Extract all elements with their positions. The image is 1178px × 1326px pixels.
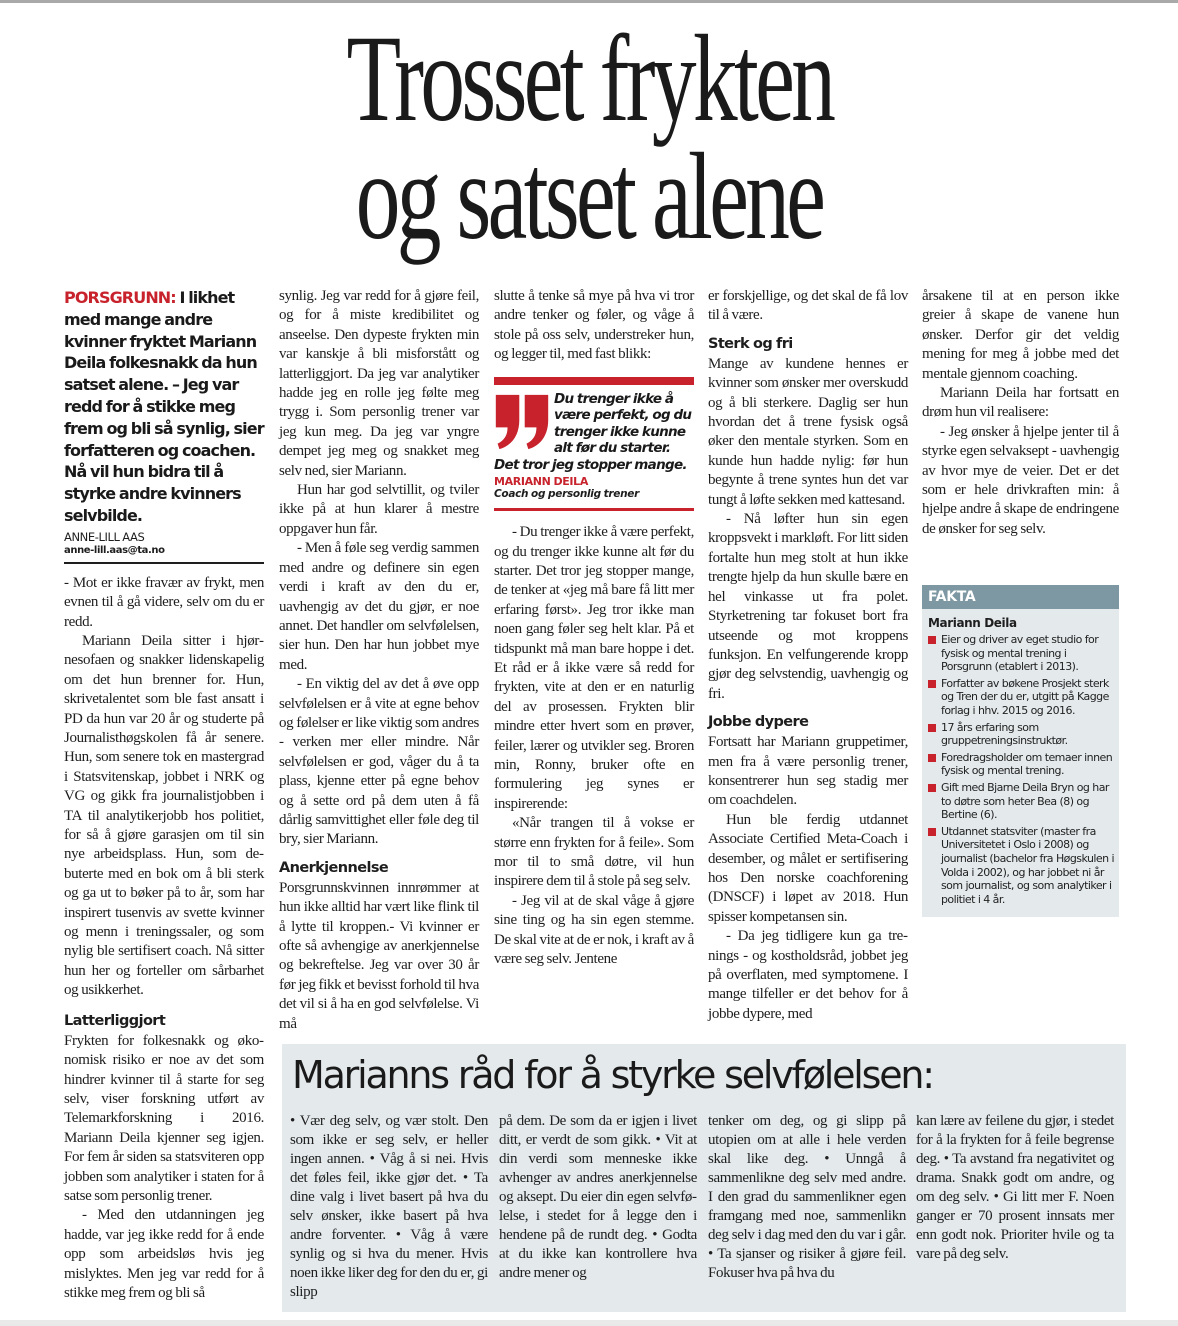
paragraph: årsakene til at en person ikke greier å skape de vanene hun ønsker. Derfor gir det veldig mening for meg å jobbe med det mentale gjennom coaching. [922,288,1119,382]
subhead-jobbe-dypere: Jobbe dypere [708,714,809,731]
byline [64,531,264,557]
fakta-name: Mariann Deila [928,616,1017,630]
ingress-text: I likhet med mange andre kvinner fryktet Mariann Deila folkesnakk da hun satset alene. – Jeg var redd for å stikke meg frem og bli så synlig, sier forfatteren og coachen. Nå vil hun bidra til å styrke andre kvinners selvbilde. [64,288,264,525]
fakta-label: FAKTA [922,585,1119,609]
paragraph: Fortsatt har Mariann gruppetimer, men fra å være personlig trener, konsentrerer hun seg stadig mer om coachdelen. [708,734,908,809]
headline [0,10,1178,265]
pull-quote [494,377,694,512]
top-rule [0,0,1178,3]
advice-column-4: kan lære av feilene du gjør, i stedet for å la frykten for å feile begrense deg. • Ta avstand fra negativitet og drama. Snakk godt om andre, og om deg selv. • Gi litt mer F. Noen ganger er 70 prosent innsats mer enn godt nok. Prioriter hvile og ta vare på deg selv. [916,1113,1114,1262]
paragraph: - Med den utdanningen jeg hadde, var jeg ikke redd for å ende opp som arbeidsløs hvis jeg mislyktes. Men jeg var redd for å stikke meg frem og bli så [64,1207,264,1301]
paragraph: - Men å føle seg verdig sammen med andre og definere sin egen verdi i kraft av den du er, uavhengig av det du gjør, er noe annet. Det handler om selvfølelsen, sier hun. Den har hun jobbet mye med. [279,540,479,673]
paragraph: Mariann Deila har fortsatt en drøm hun vil realisere: [922,385,1119,421]
advice-title: Marianns råd for å styrke selvfølelsen: [292,1053,933,1097]
fakta-item: Utdannet statsviter (master fra Universitetet i Oslo i 2008) og journalist (bachelor fra Høgskulen i Volda i 2002), og har jobbet ni år som journalist, og som analytiker i politiet i 4 år. [928,825,1114,907]
paragraph: Mange av kundene hennes er kvinner som ønsker mer overskudd og å bli sterkere. Daglig ser hun hvordan det å trene fysisk også øker den mentale styrken. Som en kunde hun hadde nylig: før hun begynte å trene syntes hun det var tungt å løfte sekken med kattesand. [708,355,908,508]
fakta-item: Foredragsholder om temaer innen fysisk og mental trening. [928,751,1114,778]
paragraph: Porsgrunnskvinnen innrømmer at hun ikke alltid har vært like flink til å lytte til kroppen.- Vi kvinner er ofte så avhengige av anerkjennelse og bekreftelse. Jeg var over 30 år før jeg fikk et bevisst forhold til hva det vil si å ha en god selvfølelse. Vi må [279,879,479,1032]
byline-name: ANNE-LILL AAS [64,529,145,544]
paragraph: Mariann Deila sitter i hjørnesofaen og snakker lidenskapelig om det hun brenner for. Hun, skrivetalentet som ble fast ansatt i PD da hun var 20 år og studerte på Journalisthøgskolen få år senere. Hun, som senere tok en mastergrad i Statsvitenskap, jobbet i NRK og VG og gikk fra journalistjobben i TA til analytikerjobb hos politiet, for så å gjøre garasjen om til sin nye arbeidsplass. Hun, som debuterte med en bok om å bli sterk og ga ut to bøker på to år, som har inspirert tusenvis av svette kvinner og menn i treningssaler, og som nylig ble sertifisert coach. Nå sitter hun her og forteller om sårbarhet og usikkerhet. [64,632,264,999]
paragraph: - Da jeg tidligere kun ga trenings - og kostholdsråd, jobbet jeg på overflaten, med symptomene. I mange tilfeller er det behov for å jobbe dypere, med [708,928,908,1022]
quote-attribution-role: Coach og personlig trener [494,488,639,501]
paragraph: Frykten for folkesnakk og økonomisk risiko er noe av det som hindrer kvinner til å starte for seg selv, viser forskning utført av Telemarkforskning i 2016. Mariann Deila kjenner seg igjen. For fem år siden sa statsviteren opp jobben som analytiker i staten for å satse som personlig trener. [64,1032,264,1204]
paragraph: - Du trenger ikke å være perfekt, og du trenger ikke kunne alt før du starter. Det tror jeg stopper mange, de tenker at «jeg må bare få litt mer erfaring først». Jeg tror ikke man noen gang føler seg helt klar. På et tidspunkt må man bare hoppe i det. Et råd er å ikke være så redd for frykten, vite at den er en naturlig del av prosessen. Frykten blir mindre etter hvert som en prøver, feiler, lærer og utvikler seg. Broren min, Ronny, bruker ofte en formulering jeg synes er inspirerende: [494,524,694,812]
paragraph: er forskjellige, og det skal de få lov til å være. [708,288,908,324]
fakta-list [922,633,1119,906]
subhead-anerkjennelse: Anerkjennelse [279,859,389,876]
column-4 [708,287,908,1024]
ingress [64,287,264,527]
paragraph: - Jeg vil at de skal våge å gjøre sine ting og ha sin egen stemme. De skal vite at de er nok, i kraft av å være seg selv. Jentene [494,892,694,968]
headline-line-1: Trosset frykten [346,10,832,147]
bullet-square-icon [928,784,936,792]
advice-column-2: på dem. De som da er igjen i livet ditt, er verdt de som gikk. • Vit at din verdi som menneske ikke avhenger av andres anerkjennelse og aksept. Du eier din egen selvfølelse, i stedet for å legge den i hendene på de rundt deg. • Godta at du ikke kan kontrollere hva andre mener og [499,1113,697,1281]
bullet-square-icon [928,680,936,688]
paragraph: - Mot er ikke fravær av frykt, men evnen til å gå videre, selv om du er redd. [64,574,264,630]
column-1 [64,287,264,1303]
quote-text-rest: kunne alt før du starter. Det tror jeg stopper mange. [494,423,687,473]
paragraph: Hun har god selvtillit, og tviler ikke på at hun klarer å mestre oppgaver hun får. [279,482,479,537]
quote-mark-icon [494,393,550,451]
subhead-sterk-og-fri: Sterk og fri [708,335,793,352]
fakta-item: 17 års erfaring som gruppetreningsinstruktør. [928,721,1114,748]
bullet-square-icon [928,828,936,836]
fakta-item: Eier og driver av eget studio for fysisk og mental trening i Porsgrunn (etablert i 2013). [928,633,1114,674]
headline-line-2: og satset alene [355,128,823,265]
paragraph: synlig. Jeg var redd for å gjøre feil, og for å miste kredibilitet og anseelse. Den dypeste frykten min var kanskje å bli misforstått og latterliggjort. Da jeg var analytiker hadde jeg en rolle jeg følte meg trygg i. Som personlig trener var jeg kun meg. Da jeg var yngre dempet jeg meg og snakket meg selv ned, sier Mariann. [279,288,479,479]
bullet-square-icon [928,636,936,644]
advice-box [282,1044,1126,1312]
column-2 [279,287,479,1034]
byline-email[interactable]: anne-lill.aas@ta.no [64,544,165,556]
fakta-box [922,585,1119,917]
paragraph: - Nå løfter hun sin egen kroppsvekt i markløft. For litt siden fortalte hun meg stolt at hun ikke trengte hjelp da hun skulle bære en hel vinkasse ut fra polet. Styrketrening tar fokuset bort fra utseende og mot kroppens funksjon. En velfungerende kropp gjør deg selvstendig, uavhengig og fri. [708,511,908,702]
bottom-rule [0,1320,1178,1326]
column-3 [494,287,694,969]
paragraph: «Når trangen til å vokse er større enn frykten for å feile». Som mor til to små døtre, vil hun inspirere dem til å stole på seg selv. [494,815,694,890]
quote-attribution-name: MARIANN DEILA [494,475,588,489]
subhead-latterliggjort: Latterliggjort [64,1012,166,1029]
paragraph: - Jeg ønsker å hjelpe jenter til å styrke egen selvaksept - uavhengig av hvor mye de veier. Det er det som er hele drivkraften min: å hjelpe andre å skape de endringene de ønsker for seg selv. [922,423,1119,537]
fakta-item: Forfatter av bøkene Prosjekt sterk og Tren der du er, utgitt på Kagge forlag i hhv. 2015 og 2016. [928,677,1114,718]
advice-column-3: tenker om deg, og gi slipp på utopien om at alle i hele verden skal like deg. • Unngå å sammenlikne deg selv med andre. I den grad du sammenlikner egen framgang med noe, sammenlikn deg selv i dag med den du var i går. • Ta sjanser og risiker å gjøre feil. Fokuser hva på hva du [708,1113,906,1281]
column-5 [922,287,1119,539]
byline-divider [64,562,264,564]
paragraph: slutte å tenke så mye på hva vi tror andre tenker og føler, og våge å stole på oss selv, understreker hun, og legger til, med fast blikk: [494,288,694,363]
fakta-item: Gift med Bjarne Deila Bryn og har to døtre som heter Bea (8) og Bertine (6). [928,781,1114,822]
paragraph: Hun ble ferdig utdannet Associate Certified Meta-Coach i desember, og målet er sertifisering hos Den norske coachforening (DNSCF) i løpet av 2018. Hun spisser kompetansen sin. [708,811,908,925]
location-label: PORSGRUNN: [64,288,176,307]
quote-text-lead: Du trenger ikke å være perfekt, og du trenger ikke [554,390,692,440]
paragraph: - En viktig del av det å øve opp selvfølelsen er å vite at egne behov og følelser er like viktig som andres - verken mer eller mindre. Når selvfølelsen er god, våger du å ta plass, kjenne etter på egne behov og å sette ord på dem uten å få dårlig samvittighet eller føle deg til bry, sier Mariann. [279,676,479,848]
bullet-square-icon [928,754,936,762]
bullet-square-icon [928,724,936,732]
advice-column-1: • Vær deg selv, og vær stolt. Den som ikke er seg selv, er heller ingen annen. • Våg å si nei. Hvis det føles feil, ikke gjør det. • Ta dine valg i livet basert på hva du selv ønsker, ikke basert på hva andre forventer. • Våg å være synlig og si hva du mener. Hvis noen ikke liker deg for den du er, gi slipp [290,1113,488,1300]
